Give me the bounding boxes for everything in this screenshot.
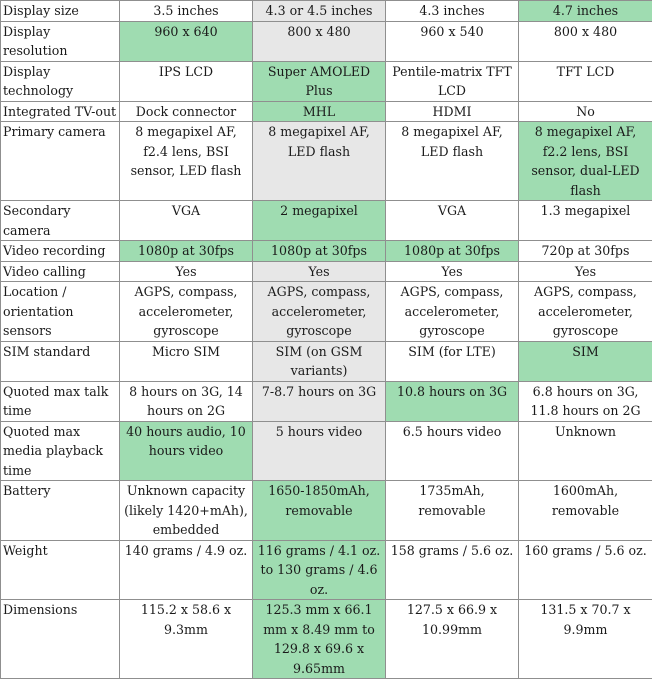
- table-cell: AGPS, compass, accelerometer, gyroscope: [386, 282, 519, 342]
- table-cell: 131.5 x 70.7 x 9.9mm: [519, 600, 652, 679]
- table-cell: IPS LCD: [120, 61, 253, 101]
- table-cell: HDMI: [386, 101, 519, 122]
- table-cell: 4.3 inches: [386, 1, 519, 22]
- table-cell: Unknown: [519, 421, 652, 481]
- table-cell: 8 megapixel AF, LED flash: [386, 122, 519, 201]
- table-cell: Micro SIM: [120, 341, 253, 381]
- table-row: [1, 481, 652, 541]
- row-label: Video calling: [1, 261, 120, 282]
- table-cell: AGPS, compass, accelerometer, gyroscope: [120, 282, 253, 342]
- table-cell: 1600mAh, removable: [519, 481, 652, 541]
- table-cell: 8 megapixel AF, f2.2 lens, BSI sensor, dual-LED flash: [519, 122, 652, 201]
- table-row: [1, 600, 652, 679]
- table-cell: 158 grams / 5.6 oz.: [386, 540, 519, 600]
- row-label: Display technology: [1, 61, 120, 101]
- table-cell: Super AMOLED Plus: [253, 61, 386, 101]
- table-cell: AGPS, compass, accelerometer, gyroscope: [253, 282, 386, 342]
- table-cell: 800 x 480: [519, 21, 652, 61]
- table-cell: 1.3 megapixel: [519, 201, 652, 241]
- table-cell: SIM (on GSM variants): [253, 341, 386, 381]
- table-cell: 4.7 inches: [519, 1, 652, 22]
- table-cell: Dock connector: [120, 101, 253, 122]
- table-cell: 116 grams / 4.1 oz. to 130 grams / 4.6 oz.: [253, 540, 386, 600]
- table-row: [1, 201, 652, 241]
- table-row: [1, 261, 652, 282]
- table-cell: AGPS, compass, accelerometer, gyroscope: [519, 282, 652, 342]
- table-row: [1, 21, 652, 61]
- table-cell: Pentile-matrix TFT LCD: [386, 61, 519, 101]
- table-cell: SIM (for LTE): [386, 341, 519, 381]
- row-label: Dimensions: [1, 600, 120, 679]
- table-cell: 1080p at 30fps: [120, 241, 253, 262]
- table-cell: 125.3 mm x 66.1 mm x 8.49 mm to 129.8 x 69.6 x 9.65mm: [253, 600, 386, 679]
- table-cell: Yes: [253, 261, 386, 282]
- table-row: [1, 421, 652, 481]
- table-cell: 10.8 hours on 3G: [386, 381, 519, 421]
- table-cell: 960 x 540: [386, 21, 519, 61]
- table-cell: 8 megapixel AF, f2.4 lens, BSI sensor, LED flash: [120, 122, 253, 201]
- table-cell: VGA: [120, 201, 253, 241]
- row-label: Battery: [1, 481, 120, 541]
- table-cell: 40 hours audio, 10 hours video: [120, 421, 253, 481]
- table-cell: TFT LCD: [519, 61, 652, 101]
- table-cell: 960 x 640: [120, 21, 253, 61]
- row-label: Display size: [1, 1, 120, 22]
- table-cell: 8 megapixel AF, LED flash: [253, 122, 386, 201]
- row-label: SIM standard: [1, 341, 120, 381]
- row-label: Weight: [1, 540, 120, 600]
- table-cell: 3.5 inches: [120, 1, 253, 22]
- table-cell: No: [519, 101, 652, 122]
- row-label: Integrated TV-out: [1, 101, 120, 122]
- row-label: Secondary camera: [1, 201, 120, 241]
- table-cell: 6.8 hours on 3G, 11.8 hours on 2G: [519, 381, 652, 421]
- row-label: Primary camera: [1, 122, 120, 201]
- row-label: Quoted max talk time: [1, 381, 120, 421]
- table-cell: 7-8.7 hours on 3G: [253, 381, 386, 421]
- table-cell: 1650-1850mAh, removable: [253, 481, 386, 541]
- table-cell: Yes: [120, 261, 253, 282]
- table-row: [1, 61, 652, 101]
- table-row: [1, 101, 652, 122]
- table-cell: 800 x 480: [253, 21, 386, 61]
- table-cell: MHL: [253, 101, 386, 122]
- table-cell: 4.3 or 4.5 inches: [253, 1, 386, 22]
- row-label: Location / orientation sensors: [1, 282, 120, 342]
- table-cell: 2 megapixel: [253, 201, 386, 241]
- spec-table-body: [1, 1, 652, 679]
- table-cell: 5 hours video: [253, 421, 386, 481]
- table-row: [1, 122, 652, 201]
- table-row: [1, 1, 652, 22]
- row-label: Quoted max media playback time: [1, 421, 120, 481]
- table-cell: Yes: [519, 261, 652, 282]
- table-cell: 115.2 x 58.6 x 9.3mm: [120, 600, 253, 679]
- table-row: [1, 241, 652, 262]
- table-cell: 6.5 hours video: [386, 421, 519, 481]
- row-label: Display resolution: [1, 21, 120, 61]
- table-cell: 1080p at 30fps: [253, 241, 386, 262]
- table-row: [1, 381, 652, 421]
- table-row: [1, 282, 652, 342]
- table-cell: 140 grams / 4.9 oz.: [120, 540, 253, 600]
- table-cell: 1080p at 30fps: [386, 241, 519, 262]
- table-row: [1, 341, 652, 381]
- table-cell: VGA: [386, 201, 519, 241]
- table-cell: 127.5 x 66.9 x 10.99mm: [386, 600, 519, 679]
- table-cell: 160 grams / 5.6 oz.: [519, 540, 652, 600]
- row-label: Video recording: [1, 241, 120, 262]
- table-row: [1, 540, 652, 600]
- table-cell: 8 hours on 3G, 14 hours on 2G: [120, 381, 253, 421]
- table-cell: SIM: [519, 341, 652, 381]
- table-cell: Unknown capacity (likely 1420+mAh), embedded: [120, 481, 253, 541]
- table-cell: 1735mAh, removable: [386, 481, 519, 541]
- table-cell: 720p at 30fps: [519, 241, 652, 262]
- table-cell: Yes: [386, 261, 519, 282]
